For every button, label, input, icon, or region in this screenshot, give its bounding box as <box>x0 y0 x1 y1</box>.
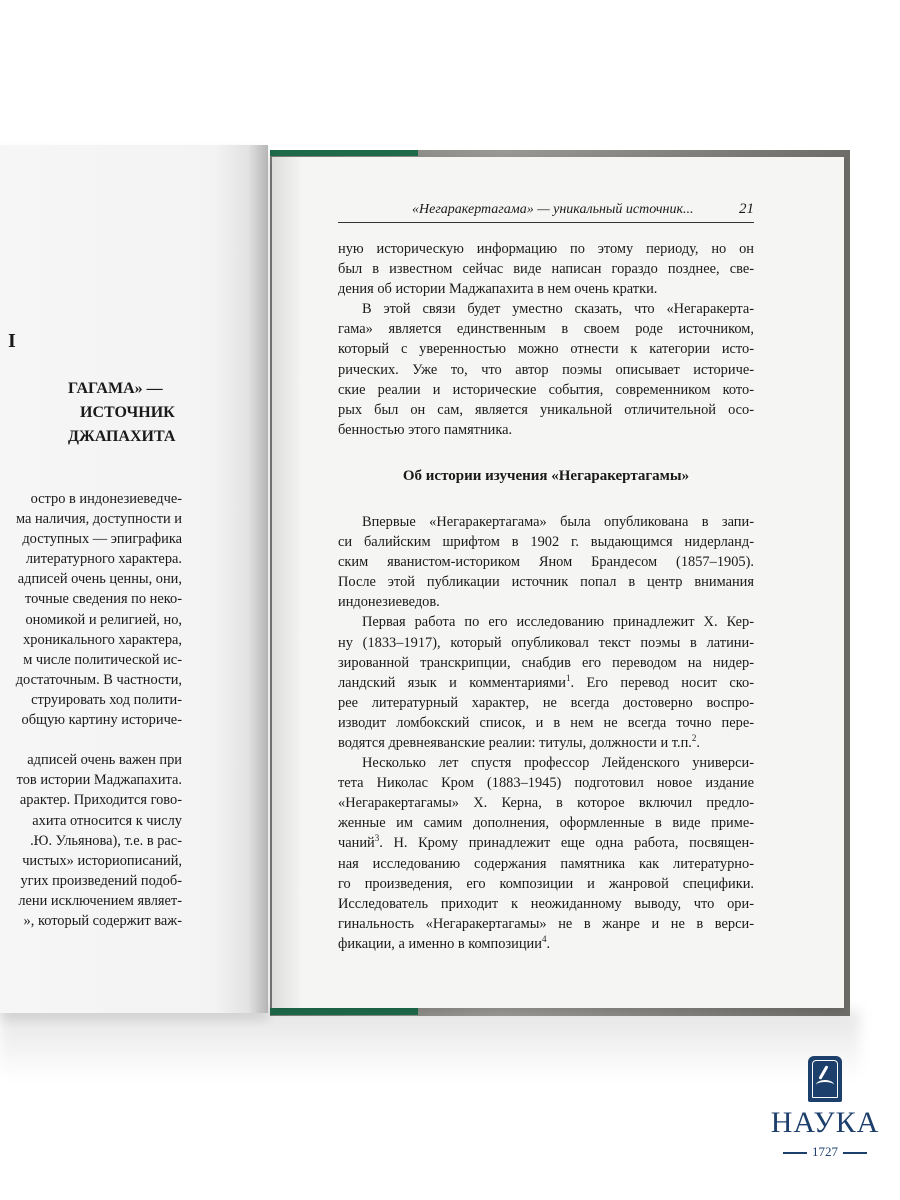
text-line: Несколько лет спустя профессор Лейденского универси- <box>362 755 754 772</box>
footnote-ref[interactable]: 4 <box>541 934 547 945</box>
text-line: тов истории Маджапахита. <box>16 772 182 789</box>
chapter-title-line: ДЖАПАХИТА <box>68 428 176 445</box>
text-line: дения об истории Маджапахита в нем очень кратки. <box>338 281 658 298</box>
paragraph <box>338 753 754 954</box>
text-line: арактер. Приходится гово- <box>19 792 182 809</box>
text-line: .Ю. Ульянова), т.е. в рас- <box>30 832 182 849</box>
text-line <box>0 730 182 750</box>
chapter-number: I <box>8 330 16 352</box>
text-line: Исследователь приходит к неожиданному выводу, что ори- <box>338 895 754 912</box>
text-line: бенностью этого памятника. <box>338 421 513 438</box>
text-line: ма наличия, доступности и <box>15 511 182 528</box>
text-line: водятся древнеяванские реалии: титулы, должности и т.п.$^2$. <box>338 733 700 751</box>
text-fragment: водятся древнеяванские реалии: титулы, должности и т.п. <box>338 734 692 751</box>
text-fragment: ландский язык и комментариями <box>338 674 566 691</box>
running-head <box>338 202 754 223</box>
text-line: гинальность «Негаракертагамы» не в жанре и не в верси- <box>338 915 754 932</box>
text-fragment: . Его перевод носит ско- <box>570 674 754 691</box>
text-line: го произведения, его композиции и жанровой специфики. <box>338 875 754 892</box>
text-line: общую картину историче- <box>21 712 182 729</box>
running-head-title: «Негаракертагама» — уникальный источник... <box>412 202 694 217</box>
chapter-title <box>68 377 268 449</box>
text-line: ским яванистом-историком Яном Брандесом (1857–1905). <box>338 554 754 571</box>
text-fragment: чаний <box>338 835 375 852</box>
text-line: адписей очень ценны, они, <box>17 571 182 588</box>
text-line <box>338 673 754 693</box>
text-line: струировать ход полити- <box>31 691 182 708</box>
cover-band-bottom <box>270 1008 418 1015</box>
text-line: гама» является единственным в своем роде источником, <box>338 321 754 338</box>
text-line: си балийским шрифтом в 1902 г. выдающимся нидерланд- <box>338 534 754 551</box>
text-line <box>338 833 754 853</box>
section-heading: Об истории изучения «Негаракертагамы» <box>402 467 690 484</box>
publisher-logo <box>770 1056 880 1166</box>
text-line: индонезиеведов. <box>338 594 440 611</box>
text-line: Впервые «Негаракертагама» была опубликована в запи- <box>362 513 754 530</box>
text-line: точные сведения по неко- <box>25 591 182 608</box>
text-line: «Негаракертагамы» Х. Керна, в которое включил предло- <box>338 795 754 812</box>
text-line: литературного характера. <box>25 551 182 568</box>
text-line: », который содержит важ- <box>23 912 182 929</box>
text-line: м числе политической ис- <box>23 651 182 668</box>
cover-band-top <box>270 150 418 156</box>
text-line: угих произведений подоб- <box>20 872 182 889</box>
text-line: который с уверенностью можно отнести к категории исто- <box>338 341 754 358</box>
text-fragment: фикации, а именно в композиции <box>338 935 542 952</box>
footnote-ref[interactable]: 1 <box>565 672 571 683</box>
text-line: ну (1833–1917), который опубликовал текст поэмы в латини- <box>338 634 754 651</box>
text-line: был в известном сейчас виде написан гораздо позднее, све- <box>338 261 754 278</box>
paragraph <box>338 612 754 753</box>
text-line: женные им самим дополнения, оформленные в виде приме- <box>338 815 754 832</box>
text-line: Первая работа по его исследованию принадлежит Х. Кер- <box>362 614 754 631</box>
text-line: ная исследованию содержания памятника как литературно- <box>338 855 754 872</box>
text-fragment: . <box>546 935 551 952</box>
publisher-year <box>770 1144 880 1160</box>
paragraph <box>338 512 754 612</box>
text-line <box>338 934 754 954</box>
text-line: После этой публикации источник попал в центр внимания <box>338 574 754 591</box>
right-page-shade <box>272 157 302 1008</box>
book-quill-icon <box>808 1056 842 1102</box>
text-line: доступных — эпиграфика <box>22 531 182 548</box>
text-line: остро в индонезиеведче- <box>30 491 182 507</box>
text-line: адписей очень важен при <box>27 752 182 769</box>
right-page-text <box>338 239 754 954</box>
text-line: рических. Уже то, что автор поэмы описывает историче- <box>338 361 754 378</box>
left-page-text <box>0 489 182 931</box>
left-page <box>0 145 268 1013</box>
page-gutter <box>248 145 268 1013</box>
text-line: ономикой и религией, но, <box>25 611 182 628</box>
text-line: ную историческую информацию по этому периоду, но он <box>338 241 754 257</box>
paragraph <box>338 239 754 299</box>
page-number: 21 <box>739 201 754 217</box>
publisher-name: НАУКА <box>770 1106 880 1139</box>
footnote-ref[interactable]: 3 <box>374 833 380 844</box>
text-line: лени исключением являет- <box>18 892 182 909</box>
footnote-ref[interactable]: 2 <box>691 733 697 744</box>
text-line: В этой связи будет уместно сказать, что «Негаракерта- <box>362 301 754 318</box>
text-line: зированной транскрипции, снабдив его переводом на нидер- <box>338 654 754 671</box>
chapter-title-line: ГАГАМА» — <box>68 380 163 397</box>
text-fragment: . Н. Крому принадлежит еще одна работа, посвящен- <box>379 835 754 852</box>
year-text: 1727 <box>812 1144 838 1159</box>
text-line: ахита относится к числу <box>32 812 182 829</box>
text-line: рее литературный характер, не всегда достоверно воспро- <box>338 694 754 711</box>
text-line: достаточным. В частности, <box>15 671 182 688</box>
text-line: тета Николас Кром (1883–1945) подготовил новое издание <box>338 775 754 792</box>
text-line: изводит ломбокский список, и в нем не всегда точно пере- <box>338 714 754 731</box>
text-line: хроникального характера, <box>23 631 182 648</box>
text-line: рых был он сам, является уникальной отличительной осо- <box>338 401 754 418</box>
paragraph <box>338 299 754 440</box>
text-line: ские реалии и исторические события, современником кото- <box>338 381 754 398</box>
text-line: чистых» историописаний, <box>22 852 182 869</box>
book-shadow <box>0 1010 860 1080</box>
chapter-title-line: ИСТОЧНИК <box>80 404 175 421</box>
